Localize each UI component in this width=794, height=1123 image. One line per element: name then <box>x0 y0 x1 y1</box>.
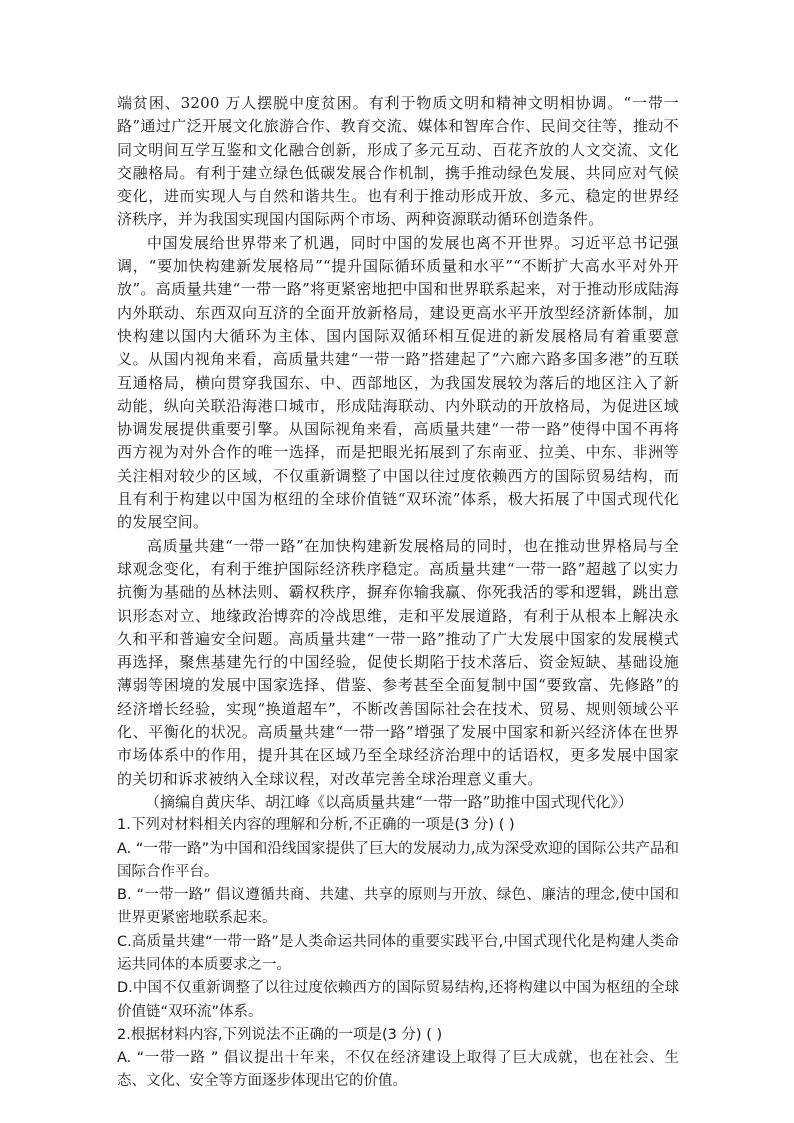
question-2-stem: 2.根据材料内容,下列说法不正确的一项是(3 分) ( ) <box>117 1026 443 1043</box>
question-1-option-d: D.中国不仅重新调整了以往过度依赖西方的国际贸易结构,还将构建以中国为枢纽的全球价值链“双环流”体系。 <box>117 980 679 1020</box>
question-1-option-c: C.高质量共建“一带一路”是人类命运共同体的重要实践平台,中国式现代化是构建人类命运共同体的本质要求之一。 <box>117 933 679 973</box>
question-1 <box>117 814 679 1024</box>
document-content <box>117 92 679 1094</box>
paragraph-3: 高质量共建“一带一路”在加快构建新发展格局的同时，也在推动世界格局与全球观念变化，有利于维护国际经济秩序稳定。高质量共建“一带一路”超越了以实力抗衡为基础的丛林法则、霸权秩序，摒弃你输我赢、你死我活的零和逻辑，跳出意识形态对立、地缘政治博弈的冷战思维，走和平发展道路，有利于从根本上解决永久和平和普遍安全问题。高质量共建“一带一路”推动了广大发展中国家的发展模式再选择，聚焦基建先行的中国经验，促使长期陷于技术落后、资金短缺、基础设施薄弱等困境的发展中国家选择、借鉴、参考甚至全面复制中国“要致富、先修路”的经济增长经验，实现“换道超车”，不断改善国际社会在技术、贸易、规则领域公平化、平衡化的状况。高质量共建“一带一路”增强了发展中国家和新兴经济体在世界市场体系中的作用，提升其在区域乃至全球经济治理中的话语权，更多发展中国家的关切和诉求被纳入全球议程，对改革完善全球治理意义重大。 <box>117 536 679 788</box>
source-citation: （摘编自黄庆华、胡江峰《以高质量共建“一带一路”助推中国式现代化》） <box>145 792 633 811</box>
question-1-stem: 1.下列对材料相关内容的理解和分析,不正确的一项是(3 分) ( ) <box>117 817 515 834</box>
question-1-option-a: A. “一带一路”为中国和沿线国家提供了巨大的发展动力,成为深受欢迎的国际公共产品和国际合作平台。 <box>117 840 679 880</box>
question-1-option-b: B. “一带一路” 倡议遵循共商、共建、共享的原则与开放、绿色、廉洁的理念,使中国和世界更紧密地联系起来。 <box>117 887 679 927</box>
question-2-option-a: A. “一带一路 ” 倡议提出十年来，不仅在经济建设上取得了巨大成就，也在社会、生态、文化、安全等方面逐步体现出它的价值。 <box>117 1050 679 1090</box>
question-2 <box>117 1024 679 1094</box>
paragraph-2: 中国发展给世界带来了机遇，同时中国的发展也离不开世界。习近平总书记强调，“要加快构建新发展格局”“提升国际循环质量和水平”“不断扩大高水平对外开放”。高质量共建“一带一路”将更紧密地把中国和世界联系起来，对于推动形成陆海内外联动、东西双向互济的全面开放新格局，建设更高水平开放型经济新体制，加快构建以国内大循环为主体、国内国际双循环相互促进的新发展格局有着重要意义。从国内视角来看，高质量共建“一带一路”搭建起了“六廊六路多国多港”的互联互通格局，横向贯穿我国东、中、西部地区，为我国发展较为落后的地区注入了新动能，纵向关联沿海港口城市，形成陆海联动、内外联动的开放格局，为促进区域协调发展提供重要引擎。从国际视角来看，高质量共建“一带一路”使得中国不再将西方视为对外合作的唯一选择，而是把眼光拓展到了东南亚、拉美、中东、非洲等关注相对较少的区域，不仅重新调整了中国以往过度依赖西方的国际贸易结构，而且有利于构建以中国为枢纽的全球价值链“双环流”体系，极大拓展了中国式现代化的发展空间。 <box>117 233 679 532</box>
paragraph-1: 端贫困、3200 万人摆脱中度贫困。有利于物质文明和精神文明相协调。“一带一路”通过广泛开展文化旅游合作、教育交流、媒体和智库合作、民间交往等，推动不同文明间互学互鉴和文化融合创新，形成了多元互动、百花齐放的人文交流、文化交融格局。有利于建立绿色低碳发展合作机制，携手推动绿色发展、共同应对气候变化，进而实现人与自然和谐共生。也有利于推动形成开放、多元、稳定的世界经济秩序，并为我国实现国内国际两个市场、两种资源联动循环创造条件。 <box>117 94 679 229</box>
